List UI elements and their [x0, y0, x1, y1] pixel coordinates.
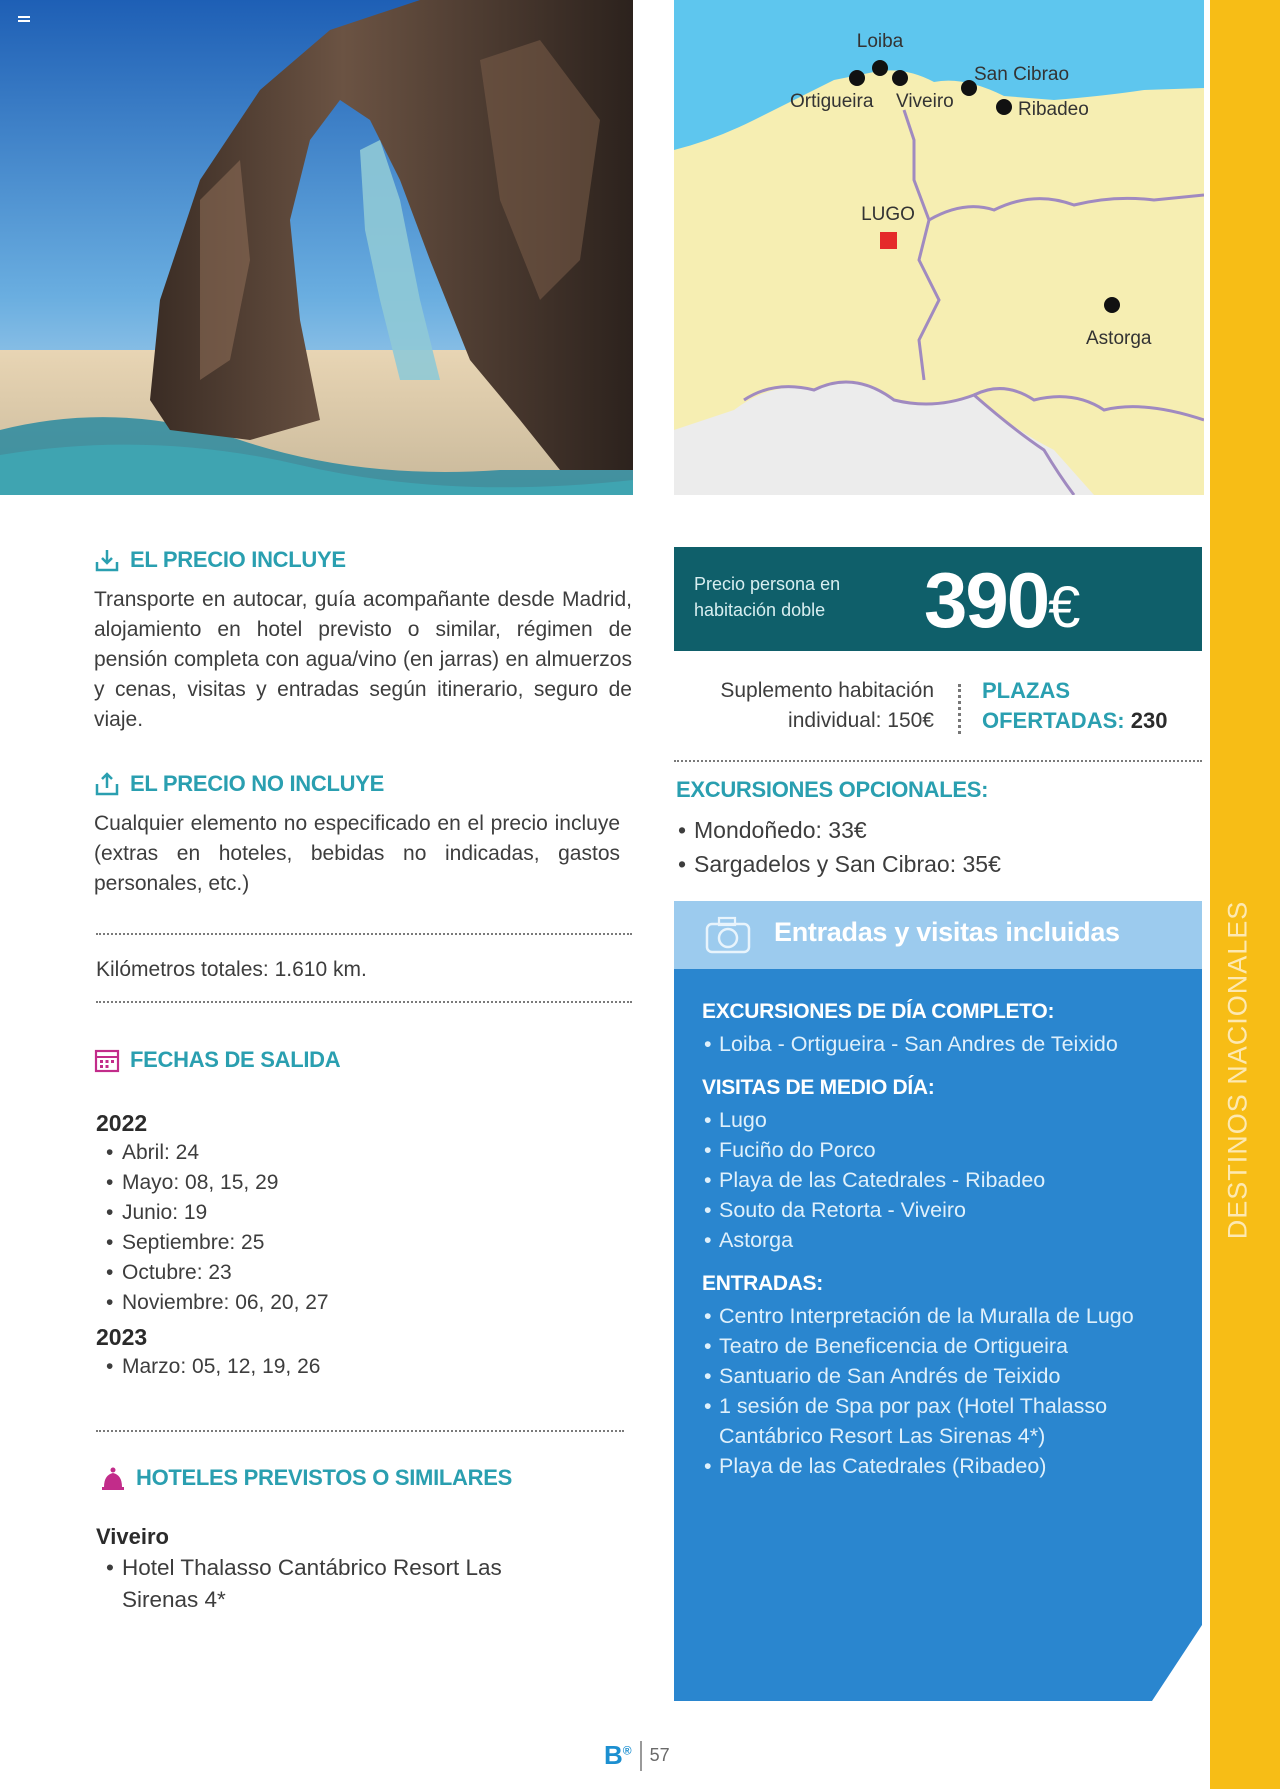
date-item: • Abril: 24 — [96, 1138, 329, 1168]
incluye-text: Transporte en autocar, guía acompañante desde Madrid, alojamiento en hotel previsto o similar, régimen de pensión completa con agua/vino (en jarras) en almuerzos y cenas, visitas y entradas según itinerario, seguro de viaje. — [94, 588, 632, 731]
page-number: 57 — [649, 1745, 670, 1765]
panel-content — [702, 997, 1182, 1495]
supplement-line2: individual: 150€ — [788, 709, 934, 732]
city-label-ortigueira: Ortigueira — [790, 91, 874, 112]
divider — [674, 760, 1202, 762]
hotel-item: • Hotel Thalasso Cantábrico Resort Las Sirenas 4* — [96, 1552, 566, 1616]
footer-divider — [640, 1741, 642, 1771]
date-item: • Junio: 19 — [96, 1198, 329, 1228]
calendar-icon — [94, 1047, 120, 1073]
supplement-line1: Suplemento habitación — [720, 679, 934, 702]
supplement-info — [674, 676, 934, 736]
panel-list-item: • Souto da Retorta - Viveiro — [702, 1195, 1182, 1225]
map-marker-ribadeo — [996, 99, 1012, 115]
panel-list-item: • Lugo — [702, 1105, 1182, 1135]
panel-list-item: • Loiba - Ortigueira - San Andres de Teixido — [702, 1029, 1182, 1059]
city-label-ribadeo: Ribadeo — [1018, 99, 1089, 120]
excursion-item: • Sargadelos y San Cibrao: 35€ — [676, 847, 1001, 881]
plazas-value: 230 — [1130, 708, 1168, 733]
panel-section-list — [702, 1029, 1182, 1059]
upload-tray-icon — [94, 771, 120, 797]
year-label: 2023 — [96, 1324, 148, 1350]
divider — [96, 1001, 632, 1003]
panel-list-item: • Teatro de Beneficencia de Ortigueira — [702, 1331, 1182, 1361]
excursion-item: • Mondoñedo: 33€ — [676, 813, 1001, 847]
city-label-loiba: Loiba — [856, 31, 904, 52]
year-label: 2022 — [96, 1110, 148, 1136]
fechas-heading: FECHAS DE SALIDA — [94, 1047, 340, 1073]
fechas-list — [96, 1108, 329, 1382]
city-label-lugo: LUGO — [861, 204, 915, 225]
plazas-label-line2: OFERTADAS: — [982, 708, 1125, 733]
panel-section-heading: ENTRADAS: — [702, 1272, 823, 1295]
camera-icon — [704, 915, 752, 960]
panel-section-list — [702, 1301, 1182, 1481]
route-map — [674, 0, 1204, 495]
price-currency: € — [1048, 575, 1079, 640]
price-value — [924, 555, 1078, 653]
divider — [96, 933, 632, 935]
plazas-label-line1: PLAZAS — [982, 678, 1070, 703]
date-item: • Octubre: 23 — [96, 1258, 329, 1288]
panel-list-item: • Playa de las Catedrales (Ribadeo) — [702, 1451, 1182, 1481]
map-illustration — [674, 0, 1204, 495]
panel-section-heading: VISITAS DE MEDIO DÍA: — [702, 1076, 935, 1099]
divider — [96, 1430, 624, 1432]
price-caption: Precio persona en habitación doble — [694, 574, 841, 620]
map-marker-viveiro — [892, 70, 908, 86]
excursiones-list — [676, 813, 1001, 881]
panel-title: Entradas y visitas incluidas — [774, 917, 1120, 947]
city-label-viveiro: Viveiro — [896, 91, 954, 112]
map-marker-loiba — [872, 60, 888, 76]
menu-icon[interactable] — [18, 16, 30, 24]
panel-section-heading: EXCURSIONES DE DÍA COMPLETO: — [702, 1000, 1055, 1023]
map-marker-astorga — [1104, 297, 1120, 313]
price-amount: 390 — [924, 556, 1049, 644]
panel-list-item: • Astorga — [702, 1225, 1182, 1255]
panel-list-item: • Playa de las Catedrales - Ribadeo — [702, 1165, 1182, 1195]
panel-list-item: • Santuario de San Andrés de Teixido — [702, 1361, 1182, 1391]
date-item: • Septiembre: 25 — [96, 1228, 329, 1258]
date-item: • Mayo: 08, 15, 29 — [96, 1168, 329, 1198]
page-footer — [604, 1740, 670, 1771]
map-marker-lugo — [880, 232, 897, 249]
hoteles-heading: HOTELES PREVISTOS O SIMILARES — [100, 1465, 512, 1491]
hotel-city: Viveiro — [96, 1524, 169, 1549]
date-item: • Marzo: 05, 12, 19, 26 — [96, 1352, 329, 1382]
no-incluye-heading: EL PRECIO NO INCLUYE — [94, 771, 384, 797]
excursiones-heading: EXCURSIONES OPCIONALES: — [676, 777, 989, 802]
incluye-heading: EL PRECIO INCLUYE — [94, 547, 346, 573]
city-label-san-cibrao: San Cibrao — [974, 64, 1070, 85]
photo-illustration — [0, 0, 633, 495]
city-label-astorga: Astorga — [1086, 328, 1152, 349]
plazas-ofertadas — [982, 676, 1167, 736]
panel-list-item: • Fuciño do Porco — [702, 1135, 1182, 1165]
hoteles-list — [96, 1522, 566, 1616]
date-item: • Noviembre: 06, 20, 27 — [96, 1288, 329, 1318]
brand-logo: B® — [604, 1740, 632, 1770]
map-marker-ortigueira — [849, 70, 865, 86]
no-incluye-text: Cualquier elemento no especificado en el precio incluye (extras en hoteles, bebidas no indicadas, gastos personales, etc.) — [94, 812, 620, 895]
panel-list-item: • Centro Interpretación de la Muralla de Lugo — [702, 1301, 1182, 1331]
price-box — [674, 547, 1202, 651]
vertical-divider — [958, 684, 961, 734]
panel-section-list — [702, 1105, 1182, 1255]
side-band — [1210, 0, 1280, 1789]
included-visits-panel — [674, 901, 1202, 1701]
kilometros-totales: Kilómetros totales: 1.610 km. — [96, 958, 367, 981]
panel-list-item: • 1 sesión de Spa por pax (Hotel Thalasso Cantábrico Resort Las Sirenas 4*) — [702, 1391, 1182, 1451]
download-tray-icon — [94, 547, 120, 573]
hotel-bell-icon — [100, 1465, 126, 1491]
beach-arch-photo — [0, 0, 633, 495]
